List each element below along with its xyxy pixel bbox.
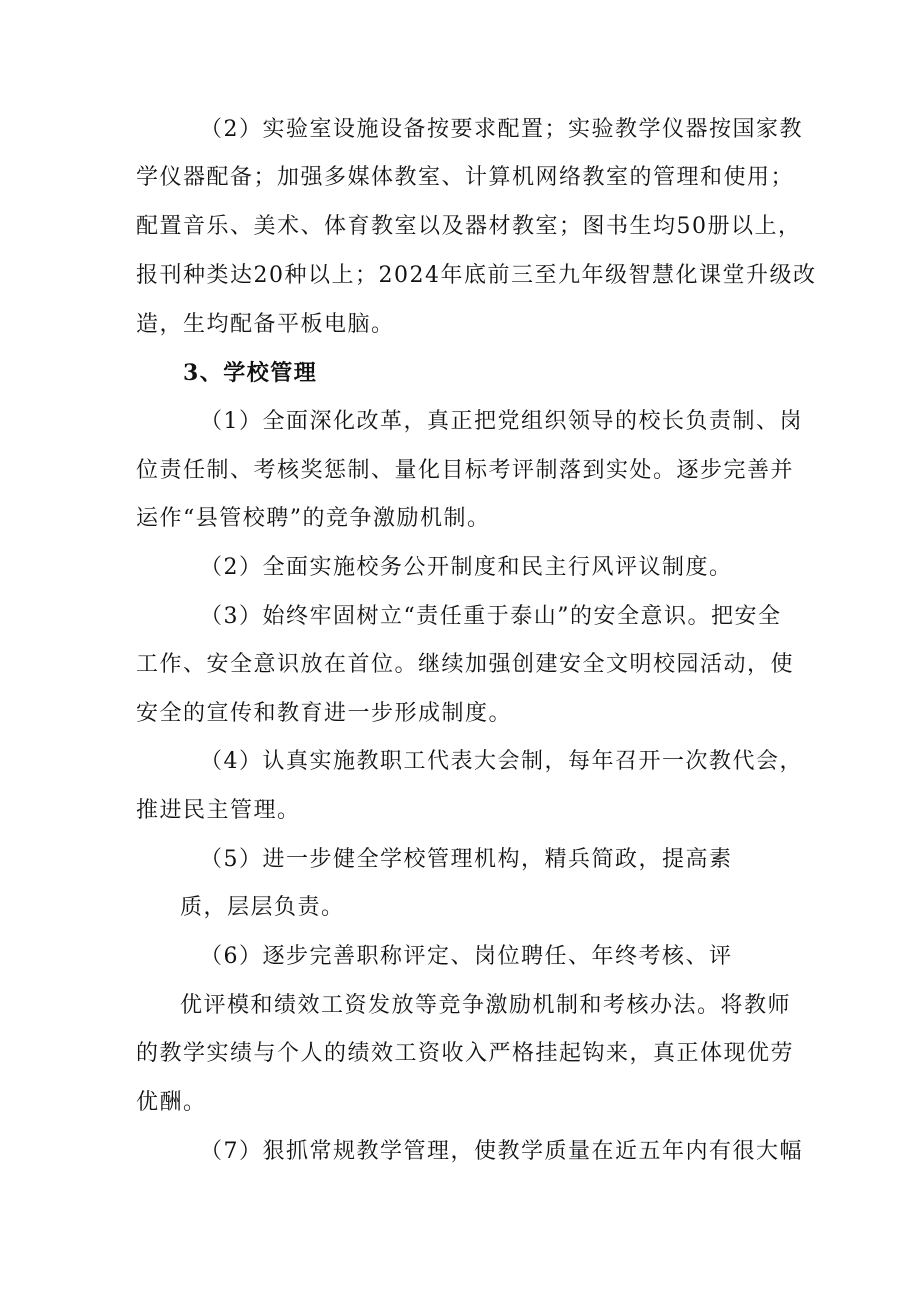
item-3-line-1: （3）始终牢固树立“责任重于泰山”的安全意识。把安全 [200, 604, 782, 629]
paragraph-2-line-5: 造，生均配备平板电脑。 [136, 312, 395, 337]
item-5-line-2: 质，层层负责。 [180, 895, 345, 920]
item-6-line-2: 优评模和绩效工资发放等竞争激励机制和考核办法。将教师 [180, 993, 792, 1018]
item-1-line-1: （1）全面深化改革，真正把党组织领导的校长负责制、岗 [200, 409, 803, 434]
item-5-line-1: （5）进一步健全学校管理机构，精兵简政，提高素 [200, 847, 733, 872]
item-4-line-1: （4）认真实施教职工代表大会制，每年召开一次教代会， [200, 749, 803, 774]
item-2-line-1: （2）全面实施校务公开制度和民主行风评议制度。 [200, 555, 733, 580]
paragraph-2-line-3: 配置音乐、美术、体育教室以及器材教室；图书生均50册以上， [136, 214, 802, 239]
item-3-line-3: 安全的宣传和教育进一步形成制度。 [136, 701, 513, 726]
item-6-line-3: 的教学实绩与个人的绩效工资收入严格挂起钩来，真正体现优劳 [136, 1041, 795, 1066]
section-heading: 3、学校管理 [183, 360, 318, 386]
item-1-line-3: 运作“县管校聘”的竞争激励机制。 [136, 506, 491, 531]
item-1-line-2: 位责任制、考核奖惩制、量化目标考评制落到实处。逐步完善并 [136, 458, 795, 483]
item-6-line-4: 优酬。 [136, 1090, 207, 1115]
item-6-line-1: （6）逐步完善职称评定、岗位聘任、年终考核、评 [200, 944, 733, 969]
paragraph-2-line-2: 学仪器配备；加强多媒体教室、计算机网络教室的管理和使用； [136, 165, 795, 190]
item-4-line-2: 推进民主管理。 [136, 798, 301, 823]
item-3-line-2: 工作、安全意识放在首位。继续加强创建安全文明校园活动，使 [136, 652, 795, 677]
item-7-line-1: （7）狠抓常规教学管理，使教学质量在近五年内有很大幅 [200, 1139, 803, 1164]
paragraph-2-line-1: （2）实验室设施设备按要求配置；实验教学仪器按国家教 [200, 117, 803, 142]
paragraph-2-line-4: 报刊种类达20种以上；2024年底前三至九年级智慧化课堂升级改 [136, 263, 817, 288]
